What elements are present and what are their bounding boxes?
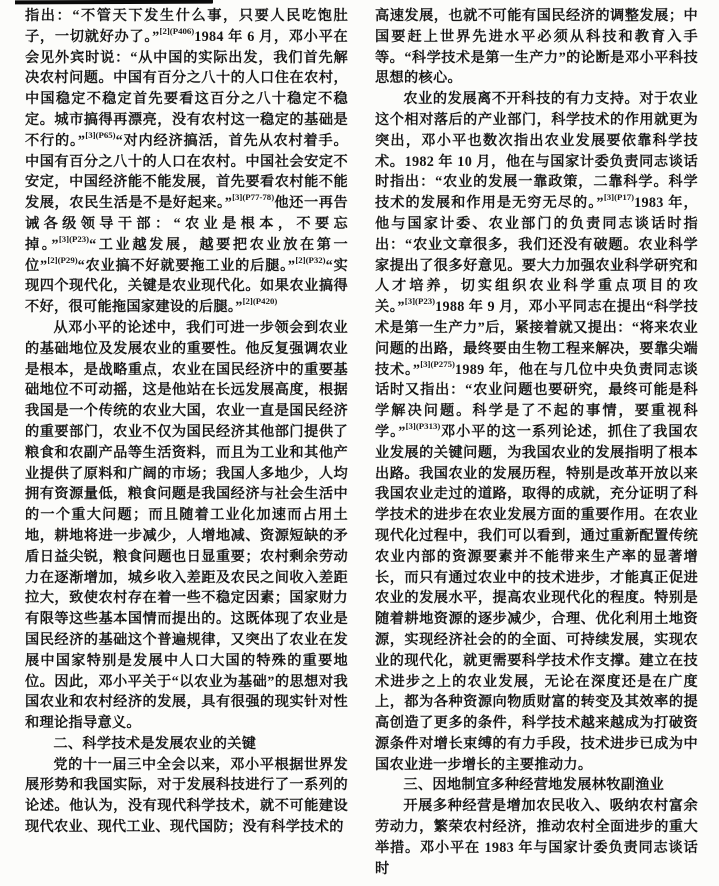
body-text: 1989 年，他在与几位中央负责同志谈话时又指出：“农业问题也要研究，最终可能是科学解决问题。科学是了不起的事情，要重视科学。” — [375, 361, 698, 440]
text-columns — [25, 6, 699, 886]
body-text: 指出：“不管天下发生什么事，只要人民吃饱肚子，一切就好办了。” — [25, 8, 348, 45]
citation-reference: [2](P406) — [159, 26, 195, 37]
citation-reference: [3](P275) — [420, 358, 455, 369]
citation-reference: [2](P420) — [242, 296, 278, 307]
body-text: “对内经济搞活，首先从农村着手。中国有百分之八十的人口在农村。中国社会安定不安定，中国经济能不能发展，首先要看农村能不能发展，农民生活是不是好起来。” — [25, 132, 348, 212]
body-text: 他还一再告诫各级领导干部：“农业是根本，不要忘掉。” — [25, 195, 348, 253]
right-column — [375, 6, 698, 886]
body-text: 党的十一届三中全会以来，邓小平根据世界发展形势和我国实际，对于发展科技进行了一系列的论述。他认为，没有现代科学技术，就不可能建设现代农业、现代工业、现代国防；没有科学技术的 — [25, 756, 348, 836]
scan-artifact-line — [15, 0, 213, 4]
body-text: 二、科学技术是发展农业的关键 — [53, 735, 257, 752]
section-heading — [375, 775, 698, 796]
left-column — [25, 6, 348, 886]
section-heading — [25, 734, 348, 755]
body-text: 1984 年 6 月，邓小平在会见外宾时说：“从中国的实际出发，我们首先解决农村问题。中国有百分之八十的人口住在农村，中国稳定不稳定首先要看这百分之八十稳定不稳定。城市搞得再漂亮，没有农村这一稳定的基础是不行的。” — [25, 28, 348, 149]
citation-reference: [3](P17) — [603, 192, 635, 203]
citation-reference: [2](P29) — [47, 254, 78, 265]
body-text: 1988 年 9 月，邓小平同志在提出“科学技术是第一生产力”后，紧接着就又提出：“将来农业问题的出路，最终要由生物工程来解决，要靠尖端技术。” — [375, 299, 698, 378]
paragraph — [25, 6, 348, 318]
body-text: 1983 年，他与国家计委、农业部门的负责同志谈话时指出：“农业文章很多，我们还没有破题。农业科学家提出了很多好意见。要大力加强农业科学研究和人才培养，切实组织农业科学重点项目的攻关。” — [375, 195, 698, 316]
body-text: “农业搞不好就要拖工业的后腿。” — [77, 257, 296, 274]
body-text: “实现四个现代化，关键是农业现代化。如果农业搞得不好，很可能拖国家建设的后腿。” — [25, 257, 348, 316]
paragraph — [25, 318, 348, 734]
body-text: 农业的发展离不开科技的有力支持。对于农业这个相对落后的产业部门，科学技术的作用就更为突出，邓小平也数次指出农业发展要依靠科学技术。1982 年 10 月，他在与国家计委负责同志谈话时指出：“农业的发展一靠政策，二靠科学。科学技术的发展和作用是无穷无尽的。” — [375, 91, 698, 212]
paragraph — [25, 755, 348, 838]
paragraph — [375, 89, 698, 775]
body-text: 邓小平的这一系列论述，抓住了我国农业发展的关键问题，为我国农业的发展指明了根本出路。我国农业的发展历程，特别是改革开放以来我国农业走过的道路，取得的成就，充分证明了科学技术的进步在农业发展方面的重要作用。在农业现代化过程中，我们可以看到，通过重新配置传统农业内部的资源要素并不能带来生产率的显著增长，而只有通过农业中的技术进步，才能真正促进农业的发展水平，提高农业现代化的程度。特别是随着耕地资源的逐步减少，合理、优化利用土地资源，实现经济社会的的全面、可持续发展，实现农业的现代化，就更需要科学技术作支撑。建立在技术进步之上的农业发展，无论在深度还是在广度上，都为各种资源向物质财富的转变及其效率的提高创造了更多的条件，科学技术越来越成为打破资源条件对增长束缚的有力手段，技术进步已成为中国农业进一步增长的主要推动力。 — [375, 423, 698, 773]
citation-reference: [2](P32) — [295, 254, 326, 265]
citation-reference: [3](P77-78) — [232, 192, 275, 203]
paragraph — [375, 796, 698, 879]
body-text: 从邓小平的论述中，我们可进一步领会到农业的基础地位及发展农业的重要性。他反复强调农业是根本，是战略重点，农业在国民经济中的重要基础地位不可动摇，这是他站在长远发展高度，根据我国是一个传统的农业大国，农业一直是国民经济的重要部门，农业不仅为国民经济其他部门提供了粮食和农副产品等生活资料，而且为工业和其他产业提供了原料和广阔的市场；我国人多地少，人均拥有资源量低，粮食问题是我国经济与社会生活中的一个重大问题；而且随着工业化加速而占用土地，耕地将进一步减少，人增地减、资源短缺的矛盾日益尖锐，粮食问题也日显重要；农村剩余劳动力在逐渐增加，城乡收入差距及农民之间收入差距拉大，致使农村存在着一些不稳定因素；国家财力有限等这些基本国情而提出的。这既体现了农业是国民经济的基础这个普遍规律，又突出了农业在发展中国家特别是发展中人口大国的特殊的重要地位。因此，邓小平关于“以农业为基础”的思想对我国农业和农村经济的发展，具有很强的现实针对性和理论指导意义。 — [25, 319, 348, 732]
body-text: 高速发展，也就不可能有国民经济的调整发展；中国要赶上世界先进水平必须从科技和教育入手等。“科学技术是第一生产力”的论断是邓小平科技思想的核心。 — [375, 8, 698, 87]
body-text: 开展多种经营是增加农民收入、吸纳农村富余劳动力，繁荣农村经济，推动农村全面进步的重大举措。邓小平在 1983 年与国家计委负责同志谈话时 — [375, 798, 698, 877]
body-text: “工业越发展，越要把农业放在第一位” — [25, 236, 348, 274]
citation-reference: [3](P313) — [405, 421, 441, 432]
body-text: 三、因地制宜多种经营地发展林牧副渔业 — [403, 777, 665, 794]
citation-reference: [3](P23) — [58, 234, 90, 245]
citation-reference: [3](P23) — [404, 296, 436, 307]
paragraph — [375, 6, 698, 89]
citation-reference: [3](P65) — [85, 130, 116, 141]
